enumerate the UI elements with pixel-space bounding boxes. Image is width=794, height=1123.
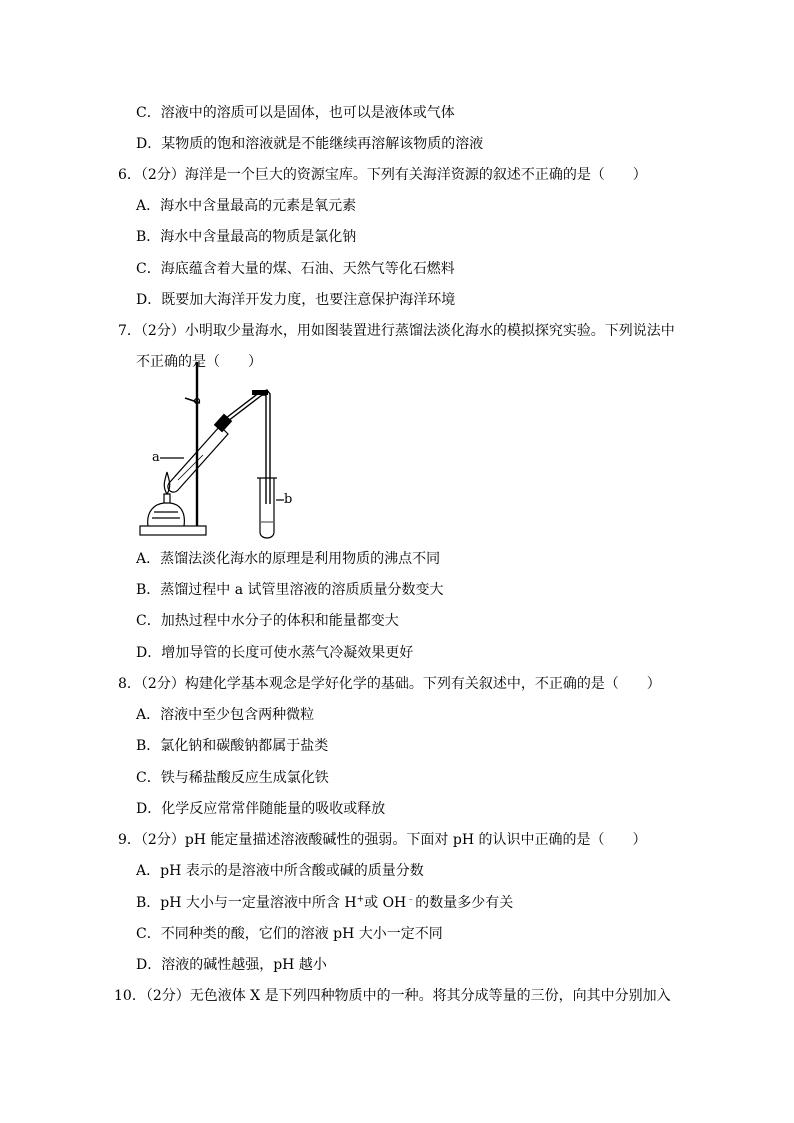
- q6-option-a: A．海水中含量最高的元素是氧元素: [136, 198, 357, 214]
- delivery-tube-vertical: [260, 390, 270, 504]
- q9-stem: 9．（2分）pH 能定量描述溶液酸碱性的强弱。下面对 pH 的认识中正确的是（ ）: [118, 832, 647, 848]
- q10-stem: 10．（2分）无色液体 X 是下列四种物质中的一种。将其分成等量的三份，向其中分别加入: [114, 988, 671, 1004]
- q6-option-b: B．海水中含量最高的物质是氯化钠: [136, 229, 357, 245]
- alcohol-lamp: [148, 503, 185, 526]
- stand-base: [140, 526, 206, 535]
- q7-stem-line1: 7．（2分）小明取少量海水，用如图装置进行蒸馏法淡化海水的模拟探究实验。下列说法中: [118, 323, 675, 339]
- q8-option-b: B．氯化钠和碳酸钠都属于盐类: [136, 738, 329, 754]
- q9-option-c: C．不同种类的酸，它们的溶液 pH 大小一定不同: [136, 926, 443, 942]
- q9-option-b-post: 的数量多少有关: [415, 895, 514, 911]
- q5-option-d: D．某物质的饱和溶液就是不能继续再溶解该物质的溶液: [136, 136, 484, 152]
- q7-option-a: A．蒸馏法淡化海水的原理是利用物质的沸点不同: [136, 551, 441, 567]
- figure-label-b: b: [284, 492, 293, 507]
- q9-option-b: [136, 893, 513, 913]
- figure-label-a: a: [152, 450, 160, 465]
- distillation-apparatus-drawing: [134, 354, 314, 542]
- test-tube-b: [260, 478, 274, 538]
- delivery-tube-slant: [226, 392, 262, 421]
- q9-option-b-mid: 或 OH: [364, 895, 407, 911]
- q5-option-c: C．溶液中的溶质可以是固体，也可以是液体或气体: [136, 105, 455, 121]
- distillation-apparatus-figure: [134, 354, 314, 542]
- q7-option-c: C．加热过程中水分子的体积和能量都变大: [136, 613, 399, 629]
- q7-option-b: B．蒸馏过程中 a 试管里溶液的溶质质量分数变大: [136, 582, 444, 598]
- q7-stem-line2: 不正确的是（ ）: [136, 354, 262, 370]
- lamp-wick: [164, 494, 170, 503]
- q8-stem: 8．（2分）构建化学基本观念是学好化学的基础。下列有关叙述中，不正确的是（ ）: [118, 676, 661, 692]
- q6-option-d: D．既要加大海洋开发力度，也要注意保护海洋环境: [136, 292, 456, 308]
- q9-option-b-pre: B．pH 大小与一定量溶液中所含 H: [136, 895, 357, 911]
- q6-stem: 6．（2分）海洋是一个巨大的资源宝库。下列有关海洋资源的叙述不正确的是（ ）: [118, 167, 647, 183]
- h-plus-superscript: +: [356, 894, 365, 905]
- q8-option-a: A．溶液中至少包含两种微粒: [136, 707, 315, 723]
- q8-option-c: C．铁与稀盐酸反应生成氯化铁: [136, 770, 329, 786]
- q8-option-d: D．化学反应常常伴随能量的吸收或释放: [136, 801, 386, 817]
- q6-option-c: C．海底蕴含着大量的煤、石油、天然气等化石燃料: [136, 261, 455, 277]
- q9-option-d: D．溶液的碱性越强，pH 越小: [136, 957, 327, 973]
- tube-joint: [252, 390, 268, 395]
- q7-option-d: D．增加导管的长度可使水蒸气冷凝效果更好: [136, 645, 414, 661]
- oh-minus-superscript: ﹣: [406, 894, 416, 905]
- q9-option-a: A．pH 表示的是溶液中所含酸或碱的质量分数: [136, 863, 424, 879]
